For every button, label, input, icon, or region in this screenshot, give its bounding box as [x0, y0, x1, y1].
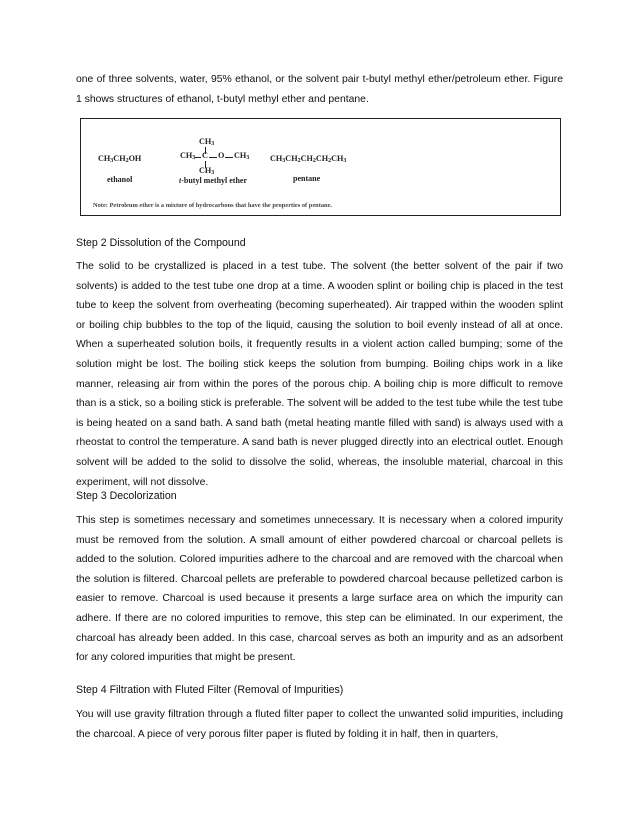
mtbe-center-carbon: C	[202, 151, 208, 160]
intro-paragraph: one of three solvents, water, 95% ethanol, or the solvent pair t-butyl methyl ether/petroleum ether. Figure 1 shows structures of ethanol, t-butyl methyl ether and pentane.	[76, 74, 563, 105]
step3-paragraph: This step is sometimes necessary and sometimes unnecessary. It is necessary when a colored impurity must be removed from the solution. A small amount of either powdered charcoal or charcoal pellets is added to the solution. Colored impurities adhere to the charcoal and are removed with the charcoal when the solution is filtered. Charcoal pellets are preferable to powdered charcoal because pelletized carbon is easier to remove. Charcoal is used because it presents a large surface area on which the impurity can adhere. If there are no colored impurities to remove, this step can be eliminated. In our experiment, the charcoal has already been added. In this case, charcoal serves as both an impurity and as an adsorbent for any colored impurities that might be present.	[76, 515, 563, 664]
mtbe-label: t-butyl methyl ether	[179, 176, 247, 185]
step4-heading: Step 4 Filtration with Fluted Filter (Removal of Impurities)	[76, 684, 344, 696]
step2-paragraph: The solid to be crystallized is placed in a test tube. The solvent (the better solvent of the pair if two solvents) is added to the test tube one drop at a time. A wooden splint or boiling chip is placed in the test tube to keep the solvent from overheating (becoming superheated). Air trapped within the wooden splint or boiling chip bubbles to the top of the liquid, causing the solution to boil evenly instead of all at once. When a superheated solution boils, it frequently results in a violent action called bumping; some of the solution might be lost. The boiling stick keeps the solution from bumping. Boiling chips work in a like manner, releasing air from within the pores of the porous chip. A boiling chip is more difficult to remove than is a stick, so a boiling stick is preferable. The solvent will be added to the test tube while the test tube is being heated on a sand bath. A sand bath (metal heating mantle filled with sand) is always used with a rheostat to control the temperature. A sand bath is never plugged directly into an electrical outlet. Enough solvent will be added to the solid to dissolve the solid, whereas, the insoluble material, charcoal in this experiment, will not dissolve.	[76, 261, 563, 488]
figure-note: Note: Petroleum ether is a mixture of hydrocarbons that have the properties of pentane.	[93, 202, 333, 209]
mtbe-left-ch3: $CH_3$	[180, 151, 196, 161]
figure-1-structures	[80, 118, 561, 216]
ethanol-label: ethanol	[107, 175, 133, 184]
pentane-label: pentane	[293, 174, 321, 183]
pentane-formula: $CH_3CH_2CH_2CH_2CH_3$	[270, 154, 347, 164]
mtbe-right-ch3: $CH_3$	[234, 151, 250, 161]
mtbe-oxygen: O	[218, 151, 225, 160]
step4-paragraph: You will use gravity filtration through a fluted filter paper to collect the unwanted solid impurities, including the charcoal. A piece of very porous filter paper is fluted by folding it in half, then in quarters,	[76, 709, 563, 740]
ethanol-formula: $CH_3CH_2OH$	[98, 154, 142, 164]
step3-heading: Step 3 Decolorization	[76, 490, 177, 502]
bond-c-o	[209, 157, 217, 158]
bond-o-ch3	[225, 157, 233, 158]
bond-left	[195, 157, 201, 158]
mtbe-bottom-ch3: $CH_3$	[199, 166, 215, 176]
mtbe-top-ch3: $CH_3$	[199, 137, 215, 147]
step2-heading: Step 2 Dissolution of the Compound	[76, 237, 246, 249]
